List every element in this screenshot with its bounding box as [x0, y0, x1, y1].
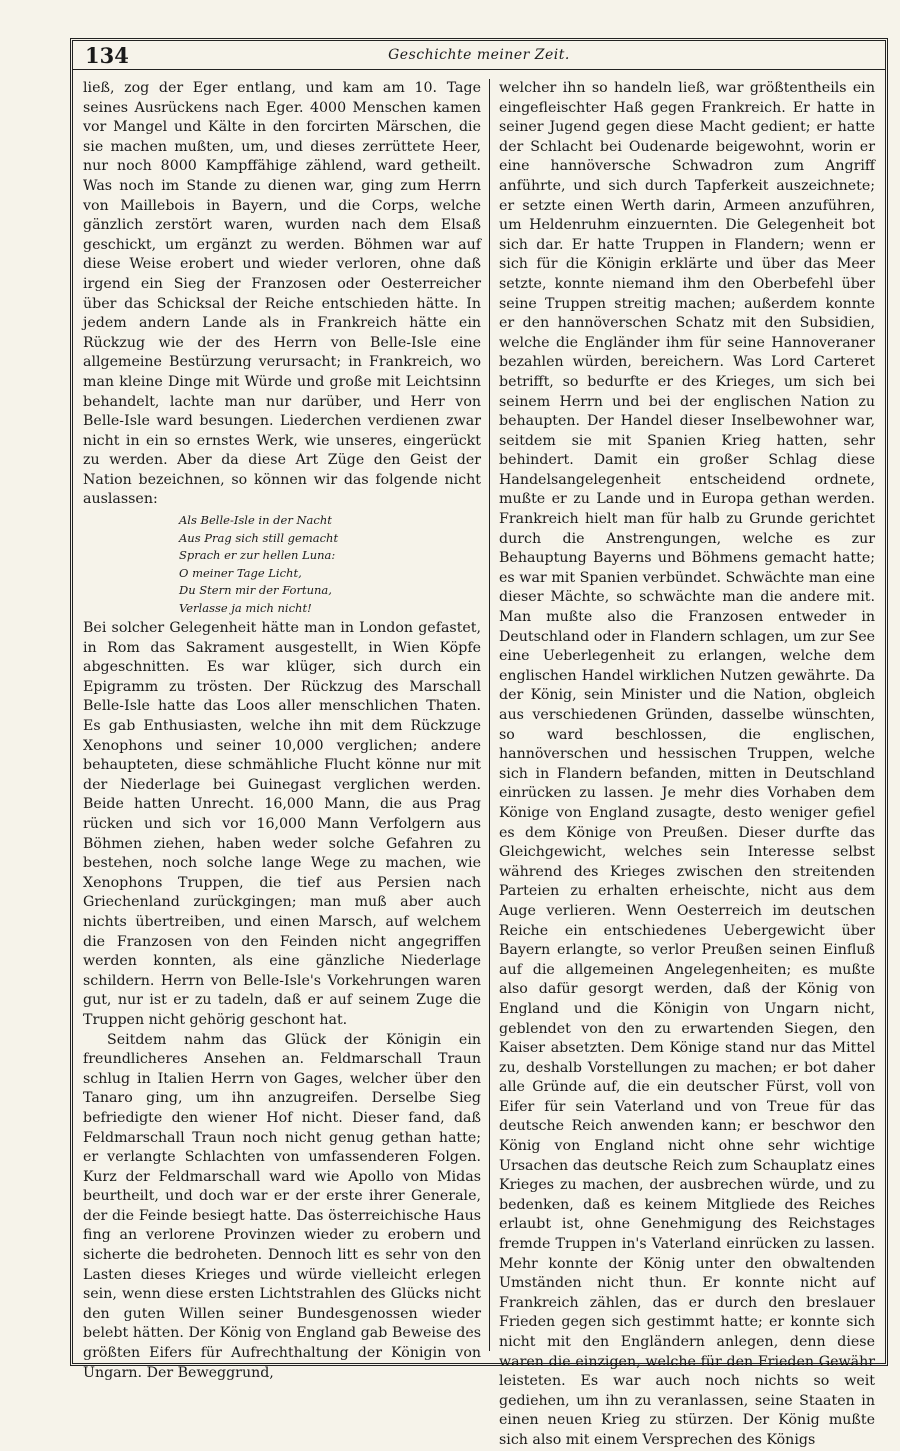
poem-line: Aus Prag sich still gemacht [179, 530, 339, 545]
poem [179, 512, 481, 617]
page-header [73, 41, 885, 70]
page-number: 134 [85, 43, 129, 68]
poem-line: Du Stern mir der Fortuna, [179, 583, 332, 598]
column-divider [489, 79, 490, 1351]
poem-line: O meiner Tage Licht, [179, 565, 302, 580]
paragraph: Seitdem nahm das Glück der Königin ein freundlicheres Ansehen an. Feldmarschall Traun schlug in Italien Herrn von Gages, welcher über den Tanaro ging, um ihn anzugreifen. Derselbe Sieg befriedigte den wiener Hof nicht. Dieser fand, daß Feldmarschall Traun noch nicht genug gethan hatte; er verlangte Schlachten von umfassenderen Folgen. Kurz der Feldmarschall ward wie Apollo von Midas beurtheilt, und doch war er der erste ihrer Generale, der die Feinde besiegt hatte. Das österreichische Haus fing an verlorene Provinzen wieder zu erobern und sicherte die bedroheten. Dennoch litt es sehr von den Lasten dieses Krieges und würde vielleicht erlegen sein, wenn diese ersten Lichtstrahlen des Glücks nicht den guten Willen seiner Bundesgenossen wieder belebt hätten. Der König von England gab Beweise des größten Eifers für Aufrechthaltung der Königin von Ungarn. Der Beweggrund, [83, 1031, 481, 1381]
paragraph: welcher ihn so handeln ließ, war größtentheils ein eingefleischter Haß gegen Frankreich. Er hatte in seiner Jugend gegen diese Macht gedient; er hatte der Schlacht bei Oudenarde beigewohnt, worin er eine hannöversche Schwadron zum Angriff anführte, und sich durch Tapferkeit auszeichnete; er setzte einen Werth darin, Armeen anzuführen, um Heldenruhm einzuernten. Die Gelegenheit bot sich dar. Er hatte Truppen in Flandern; wenn er sich für die Königin erklärte und über das Meer setzte, konnte niemand ihm den Oberbefehl über seine Truppen streitig machen; außerdem konnte er den hannöverschen Schatz mit den Subsidien, welche die Engländer ihm für seine Hannoveraner bezahlen würden, bereichern. Was Lord Carteret betrifft, so bedurfte er des Krieges, um sich bei seinem Herrn und bei der englischen Nation zu behaupten. Der Handel dieser Inselbewohner war, seitdem sie mit Spanien Krieg hatten, sehr behindert. Damit ein großer Schlag diese Handelsangelegenheit entscheidend ordnete, mußte er zu Lande und in Europa gethan werden. Frankreich hielt man für halb zu Grunde gerichtet durch die Anstrengungen, welche es zur Behauptung Bayerns und Böhmens gemacht hatte; es war mit Spanien verbündet. Schwächte man eine dieser Mächte, so schwächte man die andere mit. Man mußte also die Franzosen entweder in Deutschland oder in Flandern schlagen, um zur See eine Ueberlegenheit zu erlangen, welche dem englischen Handel wirklichen Nutzen gewährte. Da der König, sein Minister und die Nation, obgleich aus verschiedenen Gründen, dasselbe wünschten, so ward beschlossen, die englischen, hannöverschen und hessischen Truppen, welche sich in Flandern befanden, mitten in Deutschland einrücken zu lassen. Je mehr dies Vorhaben dem Könige von England zusagte, desto weniger gefiel es dem Könige von Preußen. Dieser durfte das Gleichgewicht, welches sein Interesse selbst während des Krieges zwischen den streitenden Parteien zu erhalten erheischte, nicht aus dem Auge verlieren. Wenn Oesterreich im deutschen Reiche ein entschiedenes Uebergewicht über Bayern erlangte, so verlor Preußen seinen Einfluß auf die allgemeinen Angelegenheiten; es mußte also dafür gesorgt werden, daß der König von England und die Königin von Ungarn nicht, geblendet von den zu erwartenden Siegen, den Kaiser absetzten. Dem Könige stand nur das Mittel zu, deshalb Vorstellungen zu machen; er bot daher alle Gründe auf, die ein deutscher Fürst, voll von Eifer für sein Vaterland und von Treue für das deutsche Reich anwenden kann; er beschwor den König von England nicht ohne sehr wichtige Ursachen das deutsche Reich zum Schauplatz eines Krieges zu machen, der ausbrechen würde, und zu bedenken, daß es keinem Mitgliede des Reiches erlaubt ist, ohne Genehmigung des Reichstages fremde Truppen in's Vaterland einrücken zu lassen. Mehr konnte der König unter den obwaltenden Umständen nicht thun. Er konnte nicht auf Frankreich zählen, das er durch den breslauer Frieden gegen sich gestimmt hatte; er konnte sich nicht mit den Engländern anlegen, denn diese waren die einzigen, welche für den Frieden Gewähr leisteten. Es war auch noch nichts so weit gediehen, um ihn zu veranlassen, seine Staaten in einen neuen Krieg zu stürzen. Der König mußte sich also mit einem Versprechen des Königs [499, 80, 875, 1448]
left-column [83, 79, 481, 1381]
poem-line: Verlasse ja mich nicht! [179, 600, 312, 615]
right-column [499, 79, 875, 1448]
poem-line: Als Belle-Isle in der Nacht [179, 513, 332, 528]
poem-line: Sprach er zur hellen Luna: [179, 548, 336, 563]
paragraph: ließ, zog der Eger entlang, und kam am 10. Tage seines Ausrückens nach Eger. 4000 Menschen kamen vor Mangel und Kälte in den forcirten Märschen, die sie machen mußten, um, und dieses zerrüttete Heer, nur noch 8000 Kampffähige zählend, ward getheilt. Was noch im Stande zu dienen war, ging zum Herrn von Maillebois in Bayern, und die Corps, welche gänzlich zerstört waren, wurden nach dem Elsaß geschickt, um ergänzt zu werden. Böhmen war auf diese Weise erobert und wieder verloren, ohne daß irgend ein Sieg der Franzosen oder Oesterreicher über das Schicksal der Reiche entschieden hätte. In jedem andern Lande als in Frankreich hätte ein Rückzug wie der des Herrn von Belle-Isle eine allgemeine Bestürzung verursacht; in Frankreich, wo man kleine Dinge mit Würde und große mit Leichtsinn behandelt, lachte man nur darüber, und Herr von Belle-Isle ward besungen. Liederchen verdienen zwar nicht in ein so ernstes Werk, wie unseres, eingerückt zu werden. Aber da diese Art Züge den Geist der Nation bezeichnen, so können wir das folgende nicht auslassen: [83, 80, 481, 508]
book-page [70, 38, 888, 1448]
paragraph: Bei solcher Gelegenheit hätte man in London gefastet, in Rom das Sakrament ausgestellt, in Wien Köpfe abgeschnitten. Es war klüger, sich durch ein Epigramm zu trösten. Der Rückzug des Marschall Belle-Isle hatte das Loos aller menschlichen Thaten. Es gab Enthusiasten, welche ihn mit dem Rückzuge Xenophons und seiner 10,000 verglichen; andere behaupteten, diese schmähliche Flucht könne nur mit der Niederlage bei Guinegast verglichen werden. Beide hatten Unrecht. 16,000 Mann, die aus Prag rücken und sich vor 16,000 Mann Verfolgern aus Böhmen ziehen, haben weder solche Gefahren zu bestehen, noch solche lange Wege zu machen, wie Xenophons Truppen, die tief aus Persien nach Griechenland zurückgingen; man muß aber auch nichts übertreiben, und einen Marsch, auf welchem die Franzosen von den Feinden nicht angegriffen werden konnten, als eine gänzliche Niederlage schildern. Herrn von Belle-Isle's Vorkehrungen waren gut, nur ist er zu tadeln, daß er auf seinem Zuge die Truppen nicht gehörig geschont hat. [83, 620, 481, 1028]
running-title: Geschichte meiner Zeit. [388, 47, 570, 63]
